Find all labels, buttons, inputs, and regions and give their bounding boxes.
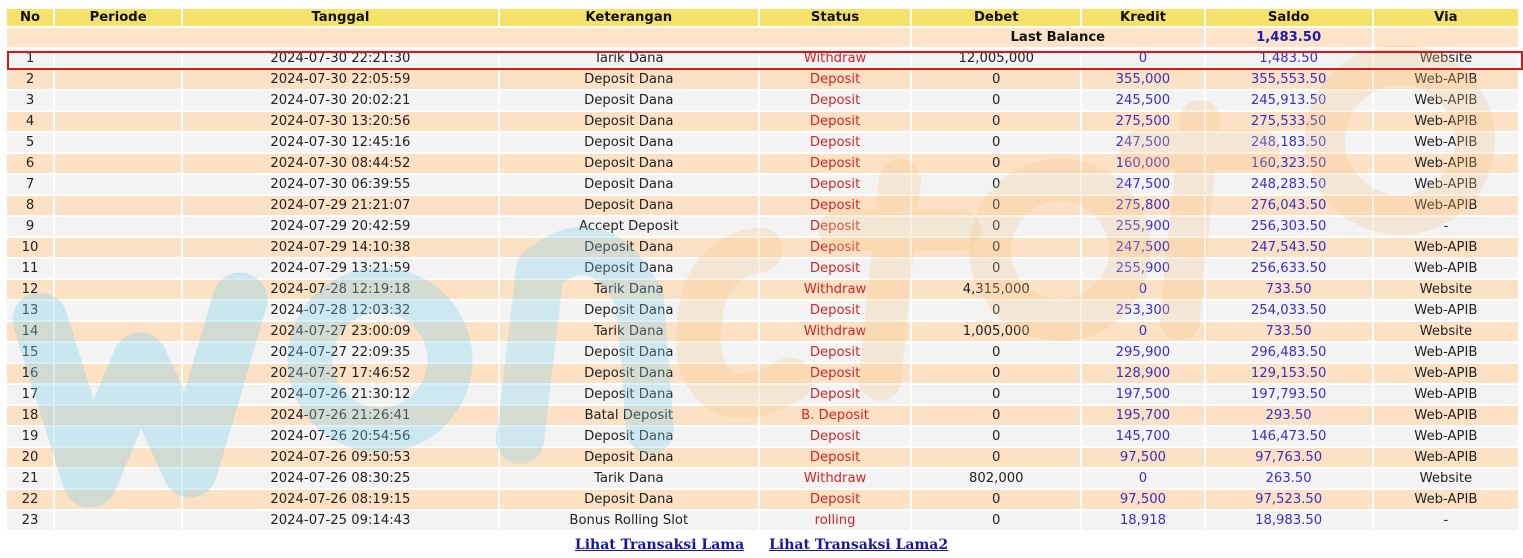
cell-via: Web-APIB (1374, 406, 1518, 425)
cell-periode (55, 469, 181, 488)
cell-keterangan: Deposit Dana (500, 427, 758, 446)
cell-kredit: 0 (1082, 469, 1203, 488)
cell-debet: 4,315,000 (912, 280, 1080, 299)
cell-periode (55, 511, 181, 530)
cell-tanggal: 2024-07-30 06:39:55 (183, 175, 497, 194)
cell-via: Web-APIB (1374, 196, 1518, 215)
cell-periode (55, 427, 181, 446)
cell-no: 4 (7, 112, 53, 131)
cell-status: Withdraw (760, 322, 910, 341)
table-header-row (7, 9, 1518, 26)
last-balance-label: Last Balance (912, 28, 1203, 47)
cell-no: 20 (7, 448, 53, 467)
cell-saldo: 275,533.50 (1206, 112, 1372, 131)
cell-no: 22 (7, 490, 53, 509)
cell-saldo: 146,473.50 (1206, 427, 1372, 446)
cell-debet: 0 (912, 154, 1080, 173)
cell-tanggal: 2024-07-26 08:19:15 (183, 490, 497, 509)
cell-periode (55, 217, 181, 236)
cell-kredit: 145,700 (1082, 427, 1203, 446)
cell-keterangan: Tarik Dana (500, 280, 758, 299)
cell-tanggal: 2024-07-27 23:00:09 (183, 322, 497, 341)
cell-periode (55, 385, 181, 404)
column-header-status: Status (760, 9, 910, 26)
cell-debet: 0 (912, 133, 1080, 152)
cell-via: Web-APIB (1374, 364, 1518, 383)
table-row (7, 364, 1518, 383)
cell-keterangan: Tarik Dana (500, 322, 758, 341)
cell-kredit: 255,900 (1082, 259, 1203, 278)
cell-keterangan: Tarik Dana (500, 49, 758, 68)
cell-kredit: 97,500 (1082, 490, 1203, 509)
cell-no: 17 (7, 385, 53, 404)
cell-status: Deposit (760, 448, 910, 467)
table-row (7, 70, 1518, 89)
cell-via: Website (1374, 280, 1518, 299)
cell-keterangan: Accept Deposit (500, 217, 758, 236)
cell-keterangan: Deposit Dana (500, 112, 758, 131)
cell-debet: 0 (912, 259, 1080, 278)
cell-keterangan: Deposit Dana (500, 385, 758, 404)
cell-saldo: 256,303.50 (1206, 217, 1372, 236)
cell-periode (55, 301, 181, 320)
cell-tanggal: 2024-07-30 22:21:30 (183, 49, 497, 68)
cell-keterangan: Deposit Dana (500, 301, 758, 320)
cell-no: 1 (7, 49, 53, 68)
cell-via: Web-APIB (1374, 154, 1518, 173)
cell-periode (55, 406, 181, 425)
cell-saldo: 256,633.50 (1206, 259, 1372, 278)
cell-saldo: 97,763.50 (1206, 448, 1372, 467)
cell-status: Deposit (760, 196, 910, 215)
cell-via: Web-APIB (1374, 238, 1518, 257)
cell-periode (55, 133, 181, 152)
column-header-saldo: Saldo (1206, 9, 1372, 26)
cell-status: Deposit (760, 91, 910, 110)
cell-saldo: 245,913.50 (1206, 91, 1372, 110)
table-row (7, 133, 1518, 152)
cell-debet: 802,000 (912, 469, 1080, 488)
cell-kredit: 253,300 (1082, 301, 1203, 320)
cell-tanggal: 2024-07-25 09:14:43 (183, 511, 497, 530)
table-row (7, 154, 1518, 173)
table-row (7, 343, 1518, 362)
transaction-table (5, 7, 1520, 532)
last-balance-spacer (7, 28, 910, 47)
cell-tanggal: 2024-07-28 12:19:18 (183, 280, 497, 299)
cell-periode (55, 364, 181, 383)
column-header-tanggal: Tanggal (183, 9, 497, 26)
cell-no: 19 (7, 427, 53, 446)
cell-debet: 0 (912, 364, 1080, 383)
cell-keterangan: Deposit Dana (500, 448, 758, 467)
cell-debet: 0 (912, 91, 1080, 110)
cell-status: Deposit (760, 112, 910, 131)
cell-no: 7 (7, 175, 53, 194)
cell-status: Deposit (760, 217, 910, 236)
cell-saldo: 248,283.50 (1206, 175, 1372, 194)
cell-keterangan: Tarik Dana (500, 469, 758, 488)
table-row (7, 280, 1518, 299)
cell-kredit: 275,800 (1082, 196, 1203, 215)
cell-debet: 0 (912, 70, 1080, 89)
cell-periode (55, 175, 181, 194)
cell-status: Deposit (760, 259, 910, 278)
cell-via: Web-APIB (1374, 301, 1518, 320)
last-balance-value: 1,483.50 (1206, 28, 1372, 47)
cell-no: 5 (7, 133, 53, 152)
last-balance-row (7, 28, 1518, 47)
table-row (7, 259, 1518, 278)
cell-status: Withdraw (760, 280, 910, 299)
column-header-keterangan: Keterangan (500, 9, 758, 26)
cell-tanggal: 2024-07-26 21:26:41 (183, 406, 497, 425)
table-row (7, 511, 1518, 530)
footer-links (0, 537, 1523, 553)
cell-status: Withdraw (760, 49, 910, 68)
cell-tanggal: 2024-07-27 17:46:52 (183, 364, 497, 383)
table-row (7, 91, 1518, 110)
cell-no: 16 (7, 364, 53, 383)
cell-kredit: 0 (1082, 49, 1203, 68)
cell-kredit: 128,900 (1082, 364, 1203, 383)
cell-keterangan: Deposit Dana (500, 343, 758, 362)
cell-periode (55, 112, 181, 131)
cell-kredit: 160,000 (1082, 154, 1203, 173)
cell-status: Deposit (760, 385, 910, 404)
cell-via: Web-APIB (1374, 427, 1518, 446)
cell-periode (55, 448, 181, 467)
cell-kredit: 0 (1082, 322, 1203, 341)
cell-status: Deposit (760, 175, 910, 194)
column-header-periode: Periode (55, 9, 181, 26)
cell-debet: 1,005,000 (912, 322, 1080, 341)
cell-via: Web-APIB (1374, 343, 1518, 362)
cell-debet: 0 (912, 406, 1080, 425)
cell-debet: 0 (912, 343, 1080, 362)
cell-saldo: 263.50 (1206, 469, 1372, 488)
cell-via: Web-APIB (1374, 259, 1518, 278)
cell-periode (55, 91, 181, 110)
cell-debet: 0 (912, 448, 1080, 467)
last-balance-via-spacer (1374, 28, 1518, 47)
table-row (7, 49, 1518, 68)
cell-keterangan: Deposit Dana (500, 133, 758, 152)
cell-status: Deposit (760, 301, 910, 320)
cell-keterangan: Bonus Rolling Slot (500, 511, 758, 530)
table-row (7, 406, 1518, 425)
cell-status: rolling (760, 511, 910, 530)
cell-kredit: 97,500 (1082, 448, 1203, 467)
cell-saldo: 160,323.50 (1206, 154, 1372, 173)
link-lihat-transaksi-lama[interactable]: Lihat Transaksi Lama (574, 537, 745, 553)
cell-tanggal: 2024-07-28 12:03:32 (183, 301, 497, 320)
cell-via: Web-APIB (1374, 385, 1518, 404)
cell-periode (55, 49, 181, 68)
cell-kredit: 247,500 (1082, 133, 1203, 152)
column-header-kredit: Kredit (1082, 9, 1203, 26)
cell-saldo: 733.50 (1206, 280, 1372, 299)
cell-via: Web-APIB (1374, 70, 1518, 89)
cell-tanggal: 2024-07-30 22:05:59 (183, 70, 497, 89)
cell-keterangan: Deposit Dana (500, 490, 758, 509)
cell-keterangan: Deposit Dana (500, 259, 758, 278)
cell-status: Deposit (760, 427, 910, 446)
cell-saldo: 18,983.50 (1206, 511, 1372, 530)
cell-debet: 0 (912, 301, 1080, 320)
cell-saldo: 355,553.50 (1206, 70, 1372, 89)
cell-tanggal: 2024-07-27 22:09:35 (183, 343, 497, 362)
cell-via: Web-APIB (1374, 133, 1518, 152)
cell-saldo: 733.50 (1206, 322, 1372, 341)
cell-via: Web-APIB (1374, 448, 1518, 467)
cell-saldo: 248,183.50 (1206, 133, 1372, 152)
cell-saldo: 1,483.50 (1206, 49, 1372, 68)
column-header-via: Via (1374, 9, 1518, 26)
cell-keterangan: Deposit Dana (500, 91, 758, 110)
cell-status: Deposit (760, 490, 910, 509)
cell-keterangan: Deposit Dana (500, 175, 758, 194)
cell-no: 21 (7, 469, 53, 488)
cell-saldo: 129,153.50 (1206, 364, 1372, 383)
cell-via: Website (1374, 469, 1518, 488)
table-row (7, 322, 1518, 341)
cell-no: 6 (7, 154, 53, 173)
cell-status: Deposit (760, 364, 910, 383)
cell-status: Withdraw (760, 469, 910, 488)
cell-debet: 0 (912, 385, 1080, 404)
cell-tanggal: 2024-07-26 09:50:53 (183, 448, 497, 467)
table-row (7, 385, 1518, 404)
table-row (7, 448, 1518, 467)
cell-saldo: 254,033.50 (1206, 301, 1372, 320)
cell-tanggal: 2024-07-26 08:30:25 (183, 469, 497, 488)
cell-tanggal: 2024-07-29 20:42:59 (183, 217, 497, 236)
cell-kredit: 245,500 (1082, 91, 1203, 110)
cell-debet: 0 (912, 238, 1080, 257)
cell-debet: 0 (912, 427, 1080, 446)
cell-periode (55, 238, 181, 257)
cell-saldo: 293.50 (1206, 406, 1372, 425)
column-header-no: No (7, 9, 53, 26)
cell-status: B. Deposit (760, 406, 910, 425)
table-row (7, 469, 1518, 488)
cell-debet: 0 (912, 490, 1080, 509)
cell-periode (55, 259, 181, 278)
cell-kredit: 18,918 (1082, 511, 1203, 530)
cell-via: Web-APIB (1374, 91, 1518, 110)
cell-tanggal: 2024-07-29 13:21:59 (183, 259, 497, 278)
cell-tanggal: 2024-07-29 21:21:07 (183, 196, 497, 215)
cell-kredit: 195,700 (1082, 406, 1203, 425)
cell-via: Web-APIB (1374, 112, 1518, 131)
table-row (7, 175, 1518, 194)
cell-kredit: 247,500 (1082, 238, 1203, 257)
cell-keterangan: Deposit Dana (500, 238, 758, 257)
cell-no: 14 (7, 322, 53, 341)
cell-saldo: 247,543.50 (1206, 238, 1372, 257)
cell-periode (55, 154, 181, 173)
cell-status: Deposit (760, 238, 910, 257)
cell-kredit: 0 (1082, 280, 1203, 299)
cell-tanggal: 2024-07-30 12:45:16 (183, 133, 497, 152)
cell-keterangan: Deposit Dana (500, 196, 758, 215)
cell-no: 11 (7, 259, 53, 278)
cell-via: Web-APIB (1374, 490, 1518, 509)
cell-no: 10 (7, 238, 53, 257)
cell-kredit: 295,900 (1082, 343, 1203, 362)
cell-kredit: 197,500 (1082, 385, 1203, 404)
cell-status: Deposit (760, 154, 910, 173)
cell-keterangan: Batal Deposit (500, 406, 758, 425)
cell-no: 3 (7, 91, 53, 110)
table-row (7, 217, 1518, 236)
cell-no: 13 (7, 301, 53, 320)
cell-via: Website (1374, 49, 1518, 68)
cell-status: Deposit (760, 133, 910, 152)
cell-kredit: 275,500 (1082, 112, 1203, 131)
cell-kredit: 247,500 (1082, 175, 1203, 194)
cell-saldo: 197,793.50 (1206, 385, 1372, 404)
cell-via: Web-APIB (1374, 175, 1518, 194)
cell-periode (55, 322, 181, 341)
link-lihat-transaksi-lama2[interactable]: Lihat Transaksi Lama2 (769, 537, 949, 553)
cell-periode (55, 343, 181, 362)
cell-via: Website (1374, 322, 1518, 341)
cell-no: 12 (7, 280, 53, 299)
cell-periode (55, 490, 181, 509)
column-header-debet: Debet (912, 9, 1080, 26)
table-row (7, 196, 1518, 215)
cell-status: Deposit (760, 70, 910, 89)
cell-periode (55, 280, 181, 299)
cell-status: Deposit (760, 343, 910, 362)
cell-no: 9 (7, 217, 53, 236)
cell-kredit: 255,900 (1082, 217, 1203, 236)
cell-periode (55, 70, 181, 89)
cell-tanggal: 2024-07-30 13:20:56 (183, 112, 497, 131)
cell-keterangan: Deposit Dana (500, 70, 758, 89)
cell-tanggal: 2024-07-30 20:02:21 (183, 91, 497, 110)
cell-debet: 0 (912, 196, 1080, 215)
cell-no: 2 (7, 70, 53, 89)
cell-debet: 12,005,000 (912, 49, 1080, 68)
cell-no: 18 (7, 406, 53, 425)
cell-no: 8 (7, 196, 53, 215)
table-row (7, 490, 1518, 509)
cell-via: - (1374, 511, 1518, 530)
cell-keterangan: Deposit Dana (500, 154, 758, 173)
cell-debet: 0 (912, 175, 1080, 194)
cell-keterangan: Deposit Dana (500, 364, 758, 383)
cell-debet: 0 (912, 511, 1080, 530)
table-row (7, 238, 1518, 257)
cell-debet: 0 (912, 112, 1080, 131)
cell-via: - (1374, 217, 1518, 236)
cell-tanggal: 2024-07-29 14:10:38 (183, 238, 497, 257)
table-row (7, 112, 1518, 131)
cell-tanggal: 2024-07-30 08:44:52 (183, 154, 497, 173)
cell-no: 15 (7, 343, 53, 362)
cell-saldo: 276,043.50 (1206, 196, 1372, 215)
cell-saldo: 296,483.50 (1206, 343, 1372, 362)
cell-saldo: 97,523.50 (1206, 490, 1372, 509)
cell-tanggal: 2024-07-26 20:54:56 (183, 427, 497, 446)
cell-kredit: 355,000 (1082, 70, 1203, 89)
cell-periode (55, 196, 181, 215)
cell-debet: 0 (912, 217, 1080, 236)
cell-tanggal: 2024-07-26 21:30:12 (183, 385, 497, 404)
cell-no: 23 (7, 511, 53, 530)
table-row (7, 427, 1518, 446)
table-row (7, 301, 1518, 320)
